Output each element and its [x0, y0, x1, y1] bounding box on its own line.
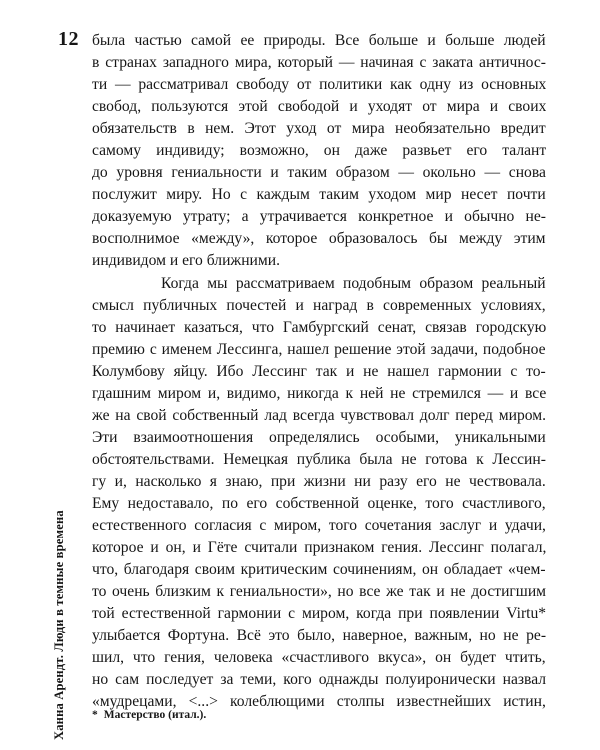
text-line: гу и, насколько я знаю, при жизни ни разу его не чествовала.	[92, 472, 546, 490]
text-line: обязательств в нем. Этот уход от мира необязательно вредит	[92, 120, 546, 138]
text-line: то начинает казаться, что Гамбургский сенат, связав городскую	[92, 318, 546, 336]
text-line: Когда мы рассматриваем подобным образом реальный	[161, 274, 546, 292]
text-line: восполнимое «между», которое образовалось бы между этим	[92, 230, 546, 248]
text-line: обстоятельствами. Немецкая публика была не готова к Лессин-	[92, 450, 546, 468]
page-number: 12	[58, 28, 79, 50]
text-line: гдашним миром и, видимо, никогда к ней не стремился — и все	[92, 384, 546, 402]
text-line: смысл публичных почестей и наград в современных условиях,	[92, 296, 546, 314]
text-line: но сам последует за теми, кого однажды полуиронически назвал	[92, 671, 546, 689]
text-line: шил, что гения, человека «счастливого вкуса», он будет чтить,	[92, 649, 546, 667]
text-line: же на свой собственный лад всегда чувствовал долг перед миром.	[92, 406, 546, 424]
text-line: что, благодаря своим критическим сочинениям, он обладает «чем-	[92, 561, 546, 579]
text-line: послужит миру. Но с каждым таким уходом мир несет почти	[92, 186, 546, 204]
text-line: Эти взаимоотношения определялись особыми, уникальными	[92, 428, 546, 446]
text-line: до уровня гениальности и таким образом — окольно — снова	[92, 164, 546, 182]
text-line: в странах западного мира, который — начиная с заката античнос-	[92, 54, 546, 72]
text-line: которое и он, и Гёте считали признаком гения. Лессинг полагал,	[92, 539, 546, 557]
body-text	[92, 30, 546, 713]
text-line: естественного согласия с миром, того сочетания заслуг и удачи,	[92, 517, 546, 535]
text-line: Колумбову яйцу. Ибо Лессинг так и не нашел гармонии с то-	[92, 362, 546, 380]
text-line: ти — рассматривал свободу от политики как одну из основных	[92, 76, 546, 94]
text-line: премию с именем Лессинга, нашел решение этой задачи, подобное	[92, 340, 546, 358]
text-line: доказуемую утрату; а утрачивается конкретное и обычно не-	[92, 208, 546, 226]
text-line: была частью самой ее природы. Все больше и больше людей	[92, 32, 546, 49]
running-head: Ханна Арендт. Люди в темные времена	[52, 510, 66, 740]
footnote-text: Мастерство (итал.).	[103, 709, 207, 721]
text-line: индивидом и его ближними.	[92, 252, 280, 270]
text-line: Ему недоставало, по его собственной оценке, того счастливого,	[92, 494, 546, 512]
footnote	[92, 709, 206, 721]
text-line: то очень близким к гениальности», но все же так и не достигшим	[92, 583, 546, 601]
text-line: «мудрецами, <...> колеблющими столпы известнейших истин,	[92, 693, 546, 711]
text-line: той естественной гармонии с миром, когда при появлении Virtu*	[92, 605, 546, 623]
text-line: улыбается Фортуна. Всё это было, наверное, важным, но не ре-	[92, 627, 546, 645]
text-line: самому индивиду; возможно, он даже развьет его талант	[92, 142, 546, 160]
footnote-mark: *	[92, 709, 98, 721]
text-line: свобод, пользуются этой свободой и уходят от мира и своих	[92, 98, 546, 116]
